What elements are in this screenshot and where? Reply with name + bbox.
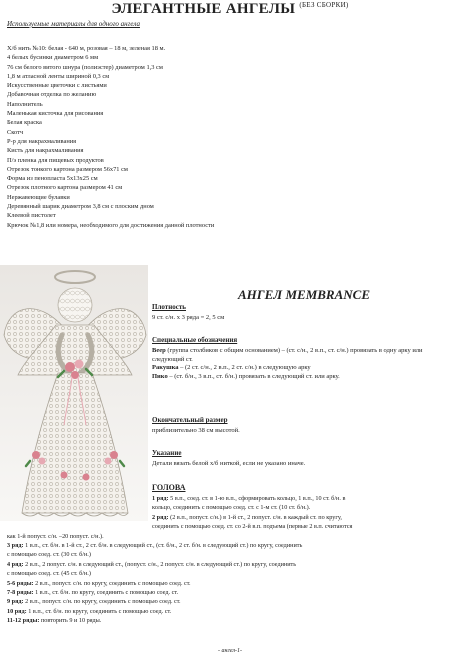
material-item: Добавочная отделка по желанию xyxy=(7,91,97,99)
materials-heading: Используемые материалы для одного ангела xyxy=(7,20,140,28)
note-heading: Указание xyxy=(152,449,182,457)
instruction-row xyxy=(0,607,460,616)
row-text: 1 в.п., ст. б/н. по кругу, соединить с помощью соед. ст. xyxy=(26,607,172,615)
material-item: 1,8 м атласной ленты шириной 0,3 см xyxy=(7,72,110,80)
material-item: 76 см белого витого шнура (полиэстер) диаметром 1,3 см xyxy=(7,63,163,71)
instruction-row xyxy=(0,494,460,503)
material-item: 4 белых бусинки диаметром 6 мм xyxy=(7,54,99,62)
special-term: Веер xyxy=(152,347,166,354)
instruction-row xyxy=(0,513,460,522)
row-text: с помощью соед. ст. (45 ст. б/н.) xyxy=(7,570,91,578)
row-text: как 1-й попуст. с/н. –20 попуст. с/н.). xyxy=(7,532,104,540)
special-item-fan xyxy=(152,347,456,364)
page-title xyxy=(0,1,460,18)
special-text: – (ст. б/н., 3 в.п., ст. б/н.) провязать в следующий ст. или арку. xyxy=(167,372,340,380)
special-text: – (2 ст. с/н., 2 в.п., 2 ст. с/н.) в следующую арку xyxy=(178,364,311,372)
angel-photo xyxy=(0,265,148,521)
row-text: (2 в.п., попуст. с/н.) в 1-й ст., 2 попуст. с/н. в каждый ст. по кругу, xyxy=(168,513,342,521)
special-term: Пико xyxy=(152,372,168,380)
row-text: 2 в.п., 2 попуст. с/н. в следующий ст., (попуст. с/н., 2 попуст. с/н. в следующий ст.) по кругу, соединить xyxy=(23,560,297,568)
material-item: Крючок №1,8 или номера, необходимого для достижения данной плотности xyxy=(7,221,215,229)
row-label: 2 ряд: xyxy=(152,513,169,521)
page-title-text: ЭЛЕГАНТНЫЕ АНГЕЛЫ xyxy=(111,1,296,17)
note-text: Детали вязать белой х/б ниткой, если не указано иначе. xyxy=(152,460,306,467)
row-label: 3 ряд: xyxy=(7,542,24,550)
special-item-shell xyxy=(152,364,456,373)
row-text: 2 в.п., попуст. с/н. по кругу, соединить с помощью соед. ст. xyxy=(33,579,191,587)
special-term: Ракушка xyxy=(152,364,179,372)
head-heading: ГОЛОВА xyxy=(152,483,186,492)
instruction-row xyxy=(0,588,460,597)
material-item: Скотч xyxy=(7,128,24,136)
angel-title: АНГЕЛ MEMBRANCE xyxy=(237,287,370,302)
material-item: П/э пленка для пищевых продуктов xyxy=(7,156,104,164)
material-item: Кисть для накрахмаливания xyxy=(7,147,84,155)
material-item: Белая краска xyxy=(7,119,42,127)
row-text: 1 в.п., ст. б/н. по кругу, соединить с помощью соед. ст. xyxy=(33,589,179,597)
material-item: Нержавеющие булавки xyxy=(7,193,70,201)
material-item: Маленькая кисточка для рисования xyxy=(7,110,104,118)
gauge-heading: Плотность xyxy=(152,303,186,311)
row-text: 1 в.п., ст. б/н. в 1-й ст., 2 ст. б/н. в следующий ст., (ст. б/н., 2 ст. б/н. в следующий ст.) по кругу, соединить xyxy=(23,542,303,550)
instruction-row xyxy=(0,616,460,625)
special-list xyxy=(152,347,456,381)
material-item: Отрезок тонкого картона размером 56х71 см xyxy=(7,165,128,173)
row-label: 7-8 ряды: xyxy=(7,589,34,597)
row-label: 11-12 ряды: xyxy=(7,617,40,625)
material-item: Х/б нить №10: белая - 640 м, розовая – 18 м, зеленая 18 м. xyxy=(7,45,166,52)
instruction-row xyxy=(0,569,460,578)
special-item-picot xyxy=(152,373,456,382)
row-text: соединить с помощью соед. ст. со 2-й в.п. подъема (первые 2 в.п. считаются xyxy=(152,523,353,531)
row-text: с помощью соед. ст. (30 ст. б/н.) xyxy=(7,551,91,559)
page-footer: - ангел-1- xyxy=(218,648,242,654)
instruction-row xyxy=(0,503,460,512)
angel-head xyxy=(58,288,92,322)
material-item: Деревянный шарик диаметром 3,8 см с плоским дном xyxy=(7,203,154,211)
gauge-text: 9 ст. с/н. х 3 ряда = 2, 5 см xyxy=(152,314,225,321)
material-item: Клеевой пистолет xyxy=(7,212,56,220)
special-text: (группа столбиков с общим основанием) – (ст. с/н., 2 в.п., ст. с/н.) провязать в одну арку или следующий ст. xyxy=(152,347,423,363)
row-text: повторить 9 и 10 ряды. xyxy=(39,617,102,625)
special-heading: Специальные обозначения xyxy=(152,336,238,344)
material-item: Форма из пенопласта 5х13х25 см xyxy=(7,175,98,183)
row-text: 5 в.п., соед. ст. в 1-ю в.п., сформировать кольцо, 1 в.п., 10 ст. б/н. в xyxy=(168,495,346,502)
material-item: Искусственные цветочки с листьями xyxy=(7,82,107,90)
head-instructions xyxy=(0,494,460,626)
instruction-row xyxy=(0,532,460,541)
row-label: 10 ряд: xyxy=(7,607,27,615)
materials-list xyxy=(7,44,447,230)
size-heading: Окончательный размер xyxy=(152,416,228,424)
row-label: 4 ряд: xyxy=(7,560,24,568)
instruction-row xyxy=(0,550,460,559)
row-label: 9 ряд: xyxy=(7,598,24,606)
page-subtitle: (БЕЗ СБОРКИ) xyxy=(299,1,349,9)
instruction-row xyxy=(0,579,460,588)
row-text: кольцо, соединить с помощью соед. ст. с 1-м ст. (10 ст. б/н.). xyxy=(152,504,311,512)
row-label: 5-6 ряды: xyxy=(7,579,34,587)
row-label: 1 ряд: xyxy=(152,495,169,502)
material-item: Отрезок плотного картона размером 41 см xyxy=(7,184,123,192)
instruction-row xyxy=(0,541,460,550)
row-text: 2 в.п., попуст. с/н. по кругу, соединить с помощью соед. ст. xyxy=(23,598,181,606)
material-item: Р-р для накрахмаливания xyxy=(7,137,77,145)
instruction-row xyxy=(0,522,460,531)
instruction-row xyxy=(0,597,460,606)
size-text: приблизительно 38 см высотой. xyxy=(152,427,240,434)
material-item: Наполнитель xyxy=(7,100,43,108)
instruction-row xyxy=(0,560,460,569)
